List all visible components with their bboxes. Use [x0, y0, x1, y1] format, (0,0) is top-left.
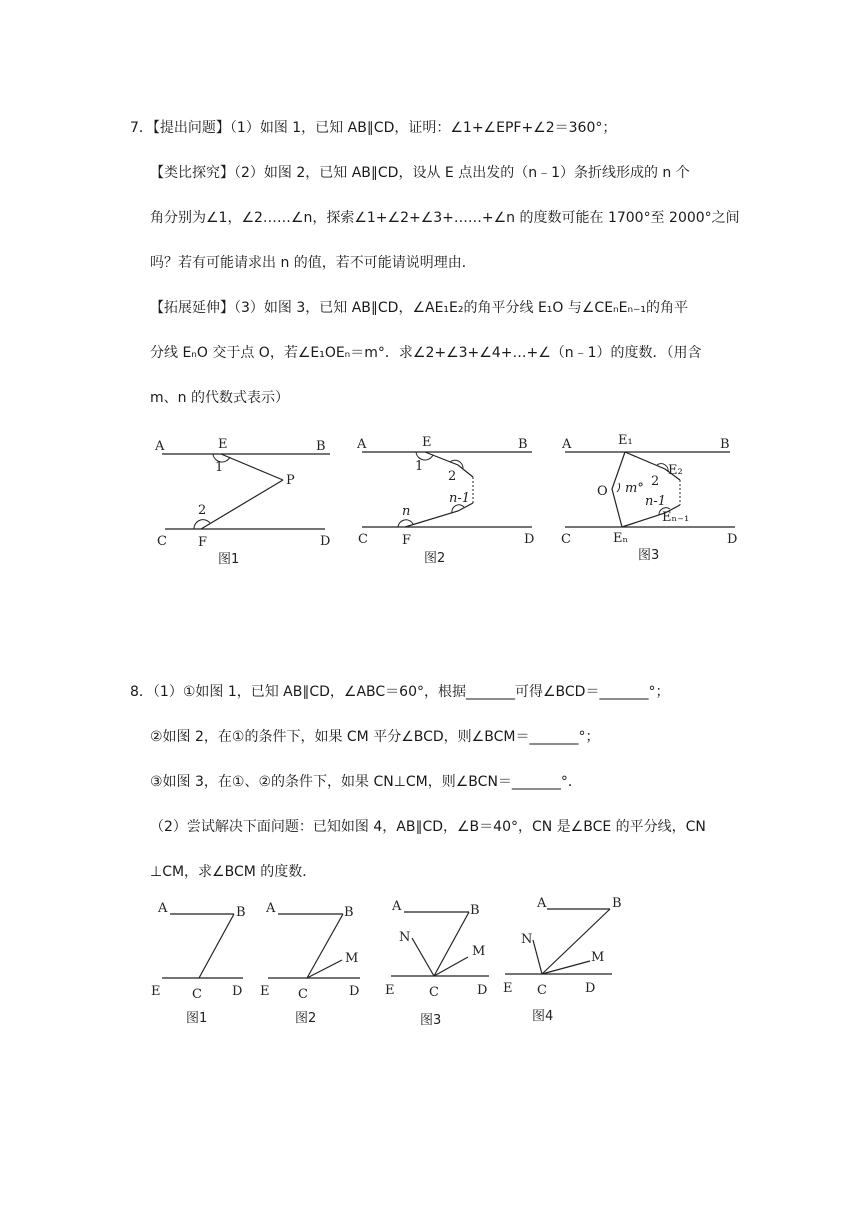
q8-fig3-label-D: D	[477, 983, 488, 998]
fig1-caption: 图1	[218, 552, 240, 567]
q8-fig4-caption: 图4	[532, 1009, 554, 1024]
q8-line-4: （2）尝试解决下面问题：已知如图 4，AB∥CD，∠B＝40°，CN 是∠BCE 的平分线，CN	[150, 819, 706, 835]
q8-fig1-caption: 图1	[186, 1011, 208, 1026]
q7-line-3: 角分别为∠1，∠2……∠n，探索∠1+∠2+∠3+……+∠n 的度数可能在 1700°至 2000°之间	[150, 210, 740, 226]
q8-fig3-label-A: A	[392, 899, 402, 914]
q8-figure-1	[151, 901, 246, 1026]
q8-line-2: ②如图 2，在①的条件下，如果 CM 平分∠BCD，则∠BCM＝_______°；	[150, 729, 600, 745]
q8-line-1: 8．（1）①如图 1，已知 AB∥CD，∠ABC＝60°，根据_______可得∠BCD＝_______°；	[130, 684, 670, 700]
q7-line-4: 吗？若有可能请求出 n 的值，若不可能请说明理由．	[150, 255, 476, 271]
q8-fig4-label-A: A	[537, 896, 547, 911]
fig1-label-P: P	[286, 473, 295, 488]
fig2-caption: 图2	[424, 551, 446, 566]
q8-fig2-caption: 图2	[295, 1011, 317, 1026]
q8-fig2-label-E: E	[260, 984, 270, 999]
q8-fig2-label-B: B	[344, 905, 354, 920]
q7-line-7: m、n 的代数式表示）	[150, 390, 289, 406]
fig1-label-A: A	[155, 439, 165, 454]
q8-fig4-label-C: C	[537, 983, 547, 998]
q8-fig2-label-A: A	[266, 901, 276, 916]
q8-line-3: ③如图 3，在①、②的条件下，如果 CN⊥CM，则∠BCN＝_______°．	[150, 774, 582, 790]
q7-line-5: 【拓展延伸】（3）如图 3，已知 AB∥CD，∠AE₁E₂的角平分线 E₁O 与∠CEₙEₙ₋₁的角平	[150, 300, 689, 316]
q8-fig1-label-E: E	[151, 984, 161, 999]
q8-fig2-label-C: C	[298, 987, 308, 1002]
q8-fig2-label-D: D	[349, 984, 360, 999]
q7-line-6: 分线 EₙO 交于点 O，若∠E₁OEₙ＝m°．求∠2+∠3+∠4+…+∠（n﹣1）的度数．（用含	[150, 345, 702, 361]
fig2-label-D: D	[524, 532, 535, 547]
fig3-label-C: C	[561, 532, 571, 547]
q8-figure-4	[503, 896, 622, 1024]
fig2-label-A: A	[357, 437, 367, 452]
q8-fig4-label-N: N	[521, 932, 533, 947]
q8-fig1-label-B: B	[236, 905, 246, 920]
q8-fig3-label-M: M	[472, 944, 486, 959]
q8-fig3-label-C: C	[429, 985, 439, 1000]
fig3-label-En-1: Eₙ₋₁	[662, 510, 690, 525]
q8-fig4-label-B: B	[612, 896, 622, 911]
q8-figures	[0, 890, 860, 1040]
q8-figure-3	[385, 899, 489, 1028]
fig2-label-E: E	[422, 435, 432, 450]
q8-fig1-label-C: C	[192, 987, 202, 1002]
fig1-label-B: B	[316, 439, 326, 454]
fig3-angle-n-1: n-1	[645, 494, 667, 509]
q8-fig1-label-A: A	[158, 901, 168, 916]
q7-figure-1	[154, 437, 330, 567]
q7-line-1: 7．【提出问题】（1）如图 1，已知 AB∥CD，证明：∠1+∠EPF+∠2＝360°；	[130, 120, 617, 136]
fig1-label-F: F	[198, 535, 208, 550]
fig2-angle-2: 2	[448, 469, 457, 484]
fig2-label-B: B	[518, 437, 528, 452]
q8-figure-2	[260, 901, 360, 1026]
q8-line-5: ⊥CM，求∠BCM 的度数．	[150, 864, 317, 880]
q8-fig3-label-E: E	[385, 983, 395, 998]
fig3-label-O: O	[597, 484, 608, 499]
fig2-label-F: F	[402, 533, 412, 548]
fig3-label-E2: E₂	[668, 463, 683, 478]
q8-fig3-label-B: B	[470, 903, 480, 918]
q7-figures	[0, 425, 860, 575]
q8-fig2-label-M: M	[345, 951, 359, 966]
q8-fig1-label-D: D	[232, 984, 243, 999]
fig2-angle-n-1: n-1	[449, 491, 471, 506]
q8-fig4-label-M: M	[591, 950, 605, 965]
fig3-angle-m: m°	[625, 481, 644, 496]
q8-fig3-caption: 图3	[420, 1013, 442, 1028]
fig2-angle-n: n	[402, 504, 411, 519]
fig3-angle-2: 2	[651, 474, 660, 489]
q8-fig4-label-D: D	[585, 981, 596, 996]
q7-figure-2	[356, 435, 534, 566]
q8-fig4-label-E: E	[503, 981, 513, 996]
fig3-label-B: B	[720, 437, 730, 452]
fig3-label-A: A	[562, 437, 572, 452]
fig1-angle-1: 1	[215, 460, 224, 475]
fig1-label-E: E	[218, 437, 228, 452]
fig3-label-En: Eₙ	[613, 531, 629, 546]
fig3-caption: 图3	[638, 548, 660, 563]
fig1-angle-2: 2	[198, 503, 207, 518]
fig2-angle-1: 1	[415, 459, 424, 474]
q8-fig3-label-N: N	[399, 930, 411, 945]
fig3-label-E1: E₁	[618, 433, 633, 448]
fig1-label-C: C	[157, 534, 167, 549]
fig2-label-C: C	[358, 532, 368, 547]
fig1-label-D: D	[320, 534, 331, 549]
fig3-label-D: D	[727, 532, 738, 547]
q7-figure-3	[561, 433, 737, 563]
q7-line-2: 【类比探究】（2）如图 2，已知 AB∥CD，设从 E 点出发的（n﹣1）条折线形成的 n 个	[150, 165, 690, 181]
